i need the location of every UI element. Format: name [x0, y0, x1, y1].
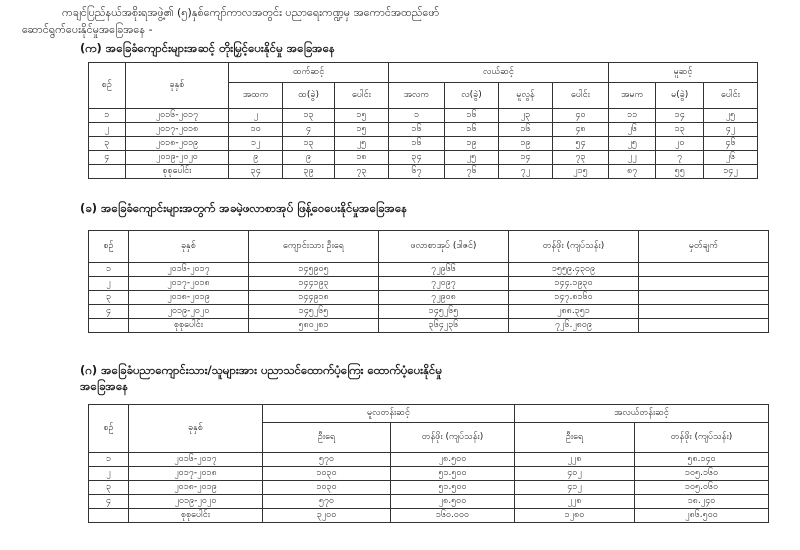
col-header-value: တန်ဖိုး (ကျပ်သန်း) [509, 231, 639, 263]
total-cell: ၃၆၄၂၃၆ [379, 319, 509, 333]
table-cell: ၁၆ [445, 109, 499, 123]
table-cell: ၁၂ [229, 137, 283, 151]
total-cell: ၃၉ [283, 165, 335, 179]
row-number: ၄ [89, 151, 126, 165]
table-cell: ၅၁.၅၀၀ [391, 467, 515, 481]
total-row [89, 165, 758, 179]
table-cell: ၂၅ [608, 137, 655, 151]
table-cell: ၁၅၅၉.၄၃၀၉ [509, 263, 639, 277]
row-year: ၂၀၁၇-၂၀၁၈ [129, 277, 249, 291]
col-header-no: စဉ် [89, 231, 129, 263]
table-row [89, 137, 758, 151]
table-cell: ၁၅ [334, 109, 388, 123]
total-cell: ၇၃ [334, 165, 388, 179]
table-cell: ၇၃ [552, 151, 608, 165]
table-cell: ၁၄၅၉၀၅ [249, 263, 379, 277]
table-cell: ၁၃ [283, 109, 335, 123]
table-cell: ၂၆ [703, 151, 757, 165]
total-cell: ၁၂၈၀ [515, 509, 635, 523]
row-number: ၁ [89, 109, 126, 123]
table-cell: ၁၄၇.၈၁၆၀ [509, 291, 639, 305]
remarks-cell [639, 319, 769, 333]
table-cell: ၁၅ [334, 123, 388, 137]
table-cell: ၇၂၉၆၆ [379, 263, 509, 277]
table-row [89, 291, 769, 305]
sub-header: တန်ဖိုး (ကျပ်သန်း) [635, 423, 769, 453]
table-cell: ၁၀၃၀ [263, 467, 391, 481]
row-number: ၄ [89, 495, 129, 509]
sub-header: မ(ခွဲ) [656, 83, 703, 109]
section-c-body [89, 453, 769, 523]
table-row [89, 151, 758, 165]
group-header: မူလတန်းဆင့် [263, 405, 515, 423]
group-header: ထက်ဆင့် [229, 63, 389, 83]
table-cell: ၁၄ [498, 151, 552, 165]
sub-header: အထက [229, 83, 283, 109]
col-header-books: ဖလာစာအုပ် (ဒါဇင်) [379, 231, 509, 263]
table-cell: ၅၇၀ [263, 453, 391, 467]
group-header: မူဆင့် [608, 63, 757, 83]
row-number: ၂ [89, 277, 129, 291]
total-cell: ၅၈၀၂၈၁ [249, 319, 379, 333]
table-cell: ၂၅ [445, 151, 499, 165]
table-row [89, 277, 769, 291]
section-c-heading-line-1: (ဂ) အခြေခံပညာကျောင်းသား/သူများအား ပညာသင်ထောက်ပံ့ကြေး ထောက်ပံ့ပေးနိုင်မှု [80, 363, 442, 377]
row-year: ၂၀၁၆-၂၀၁၇ [129, 263, 249, 277]
sub-header: မူလွန် [498, 83, 552, 109]
table-cell: ၁၀၅.၀၆၀ [635, 481, 769, 495]
sub-header: လ(ခွဲ) [445, 83, 499, 109]
table-cell: ၉ [283, 151, 335, 165]
row-number: ၃ [89, 291, 129, 305]
table-row [89, 467, 769, 481]
section-a-body [89, 109, 758, 179]
table-cell: ၁၈ [334, 151, 388, 165]
total-cell: ၁၄၂ [703, 165, 757, 179]
table-cell: ၂၃ [498, 109, 552, 123]
table-cell: ၁၄၄.၁၉၃၀ [509, 277, 639, 291]
textbook-distribution-table [88, 230, 769, 333]
table-row [89, 123, 758, 137]
table-cell: ၁၉ [445, 137, 499, 151]
total-cell: ၈၇ [608, 165, 655, 179]
table-row [89, 305, 769, 319]
table-cell: ၅၁.၅၀၀ [391, 481, 515, 495]
total-label: စုစုပေါင်း [125, 165, 229, 179]
table-cell: ၁၀၃၀ [263, 481, 391, 495]
table-cell: ၃၄ [388, 151, 444, 165]
table-row [89, 495, 769, 509]
table-cell: ၇ [656, 151, 703, 165]
sub-header: ထ(ခွဲ) [283, 83, 335, 109]
col-header-no: စဉ် [89, 63, 126, 109]
table-cell: ၁၁ [608, 109, 655, 123]
row-number: ၁ [89, 263, 129, 277]
section-b-body [89, 263, 769, 333]
table-cell: ၂၆ [608, 123, 655, 137]
section-a-heading: (က) အခြေခံကျောင်းများအဆင့် တိုးမြှင့်ပေးနိုင်မှု အခြေအနေ [80, 41, 335, 55]
row-year: ၂၀၁၇-၂၀၁၈ [125, 123, 229, 137]
total-cell: ၇၆ [445, 165, 499, 179]
row-number: ၃ [89, 481, 129, 495]
table-cell: ၁၆ [445, 123, 499, 137]
sub-header: ဦးရေ [515, 423, 635, 453]
table-cell: ၁၀၅.၁၆၀ [635, 467, 769, 481]
table-cell: ၄၀၂ [515, 467, 635, 481]
remarks-cell [639, 277, 769, 291]
row-number: ၂ [89, 467, 129, 481]
row-year: ၂၀၁၈-၂၀၁၉ [129, 291, 249, 305]
table-cell: ၁၄၄၉၁၈ [249, 291, 379, 305]
stipend-table [88, 404, 769, 523]
group-header: အလယ်တန်းဆင့် [515, 405, 769, 423]
remarks-cell [639, 263, 769, 277]
row-number: ၄ [89, 305, 129, 319]
row-year: ၂၀၁၉-၂၀၂၀ [129, 305, 249, 319]
table-cell: ၁၈.၂၄၀ [635, 495, 769, 509]
table-cell: ၂၈.၅၀၀ [391, 495, 515, 509]
row-year: ၂၀၁၉-၂၀၂၀ [125, 151, 229, 165]
table-cell: ၇၂၀၉၇ [379, 277, 509, 291]
table-cell: ၂၈၈.၃၅၁ [509, 305, 639, 319]
table-cell: ၄၁၂ [515, 481, 635, 495]
table-cell: ၅၈.၁၄၀ [635, 453, 769, 467]
total-cell: ၁၆၀.၀၀၀ [391, 509, 515, 523]
table-cell: ၄၀ [552, 109, 608, 123]
col-header-no: စဉ် [89, 405, 129, 453]
table-cell: ၅၄ [552, 137, 608, 151]
row-year: ၂၀၁၆-၂၀၁၇ [129, 453, 263, 467]
table-cell: ၇၂၉၀၈ [379, 291, 509, 305]
table-cell: ၂၀ [656, 137, 703, 151]
group-header: လယ်ဆင့် [388, 63, 608, 83]
remarks-cell [639, 291, 769, 305]
total-label: စုစုပေါင်း [129, 509, 263, 523]
sub-header: ပေါင်း [334, 83, 388, 109]
section-b-heading: (ခ) အခြေခံကျောင်းများအတွက် အခမဲ့ဖလာစာအုပ် ဖြန့်ဝေပေးနိုင်မှုအခြေအနေ [80, 201, 408, 215]
table-cell: ၂၂၈ [515, 495, 635, 509]
table-cell: ၄၈ [552, 123, 608, 137]
col-header-year: ခုနှစ် [129, 405, 263, 453]
col-header-year: ခုနှစ် [129, 231, 249, 263]
intro-line-1: ကချင်ပြည်နယ်အစိုးရအဖွဲ့၏ (၅)နှစ်ကျော်ကာလအတွင်း ပညာရေးကဏ္ဍမှ အကောင်အထည်ဖော် [62, 6, 440, 19]
total-cell: ၃၂၀၀ [263, 509, 391, 523]
row-number: ၂ [89, 123, 126, 137]
table-cell: ၄ [283, 123, 335, 137]
table-cell: ၁၃ [656, 123, 703, 137]
table-cell: ၂၂ [608, 151, 655, 165]
col-header-students: ကျောင်းသား ဦးရေ [249, 231, 379, 263]
sub-header: ပေါင်း [552, 83, 608, 109]
total-row [89, 319, 769, 333]
intro-line-2: ဆောင်ရွက်ပေးနိုင်မှုအခြေအနေ - [22, 23, 153, 36]
total-label: စုစုပေါင်း [129, 319, 249, 333]
row-year: ၂၀၁၆-၂၀၁၇ [125, 109, 229, 123]
row-year: ၂၀၁၉-၂၀၂၀ [129, 495, 263, 509]
sub-header: ဦးရေ [263, 423, 391, 453]
total-cell: ၅၅ [656, 165, 703, 179]
table-cell: ၉ [229, 151, 283, 165]
table-cell: ၄၂ [703, 123, 757, 137]
table-cell: ၁ [388, 109, 444, 123]
table-cell: ၁၀ [229, 123, 283, 137]
intro-paragraph [22, 4, 782, 38]
table-row [89, 481, 769, 495]
sub-header: တန်ဖိုး (ကျပ်သန်း) [391, 423, 515, 453]
total-blank [89, 319, 129, 333]
table-row [89, 263, 769, 277]
table-cell: ၂၈.၅၀၀ [391, 453, 515, 467]
total-cell: ၂၈၆.၅၀၀ [635, 509, 769, 523]
col-header-year: ခုနှစ် [125, 63, 229, 109]
section-c-heading [80, 362, 442, 394]
row-year: ၂၀၁၈-၂၀၁၉ [129, 481, 263, 495]
total-row [89, 509, 769, 523]
table-cell: ၄၆ [703, 137, 757, 151]
row-year: ၂၀၁၈-၂၀၁၉ [125, 137, 229, 151]
section-c-heading-line-2: အခြေအနေ [80, 379, 129, 393]
total-cell: ၇၂၆.၂၈၀၉ [509, 319, 639, 333]
col-header-remarks: မှတ်ချက် [639, 231, 769, 263]
table-row [89, 453, 769, 467]
row-year: ၂၀၁၇-၂၀၁၈ [129, 467, 263, 481]
table-cell: ၁၄၅၂၆၅ [379, 305, 509, 319]
remarks-cell [639, 305, 769, 319]
total-blank [89, 165, 126, 179]
table-cell: ၂၂၈ [515, 453, 635, 467]
table-cell: ၅၇၀ [263, 495, 391, 509]
sub-header: အလက [388, 83, 444, 109]
sub-header: ပေါင်း [703, 83, 757, 109]
table-cell: ၂ [229, 109, 283, 123]
sub-header: အမက [608, 83, 655, 109]
row-number: ၁ [89, 453, 129, 467]
total-blank [89, 509, 129, 523]
table-cell: ၁၃ [283, 137, 335, 151]
total-cell: ၆၇ [388, 165, 444, 179]
table-cell: ၂၅ [334, 137, 388, 151]
table-cell: ၂၅ [703, 109, 757, 123]
table-cell: ၁၉ [498, 137, 552, 151]
total-cell: ၃၄ [229, 165, 283, 179]
total-cell: ၇၂ [498, 165, 552, 179]
table-cell: ၁၆ [498, 123, 552, 137]
table-cell: ၁၆ [388, 123, 444, 137]
table-row [89, 109, 758, 123]
row-number: ၃ [89, 137, 126, 151]
school-upgrade-table [88, 62, 758, 179]
total-cell: ၂၁၅ [552, 165, 608, 179]
table-cell: ၁၆ [388, 137, 444, 151]
table-cell: ၁၄၄၁၉၃ [249, 277, 379, 291]
table-cell: ၁၄ [656, 109, 703, 123]
table-cell: ၁၄၅၂၆၅ [249, 305, 379, 319]
